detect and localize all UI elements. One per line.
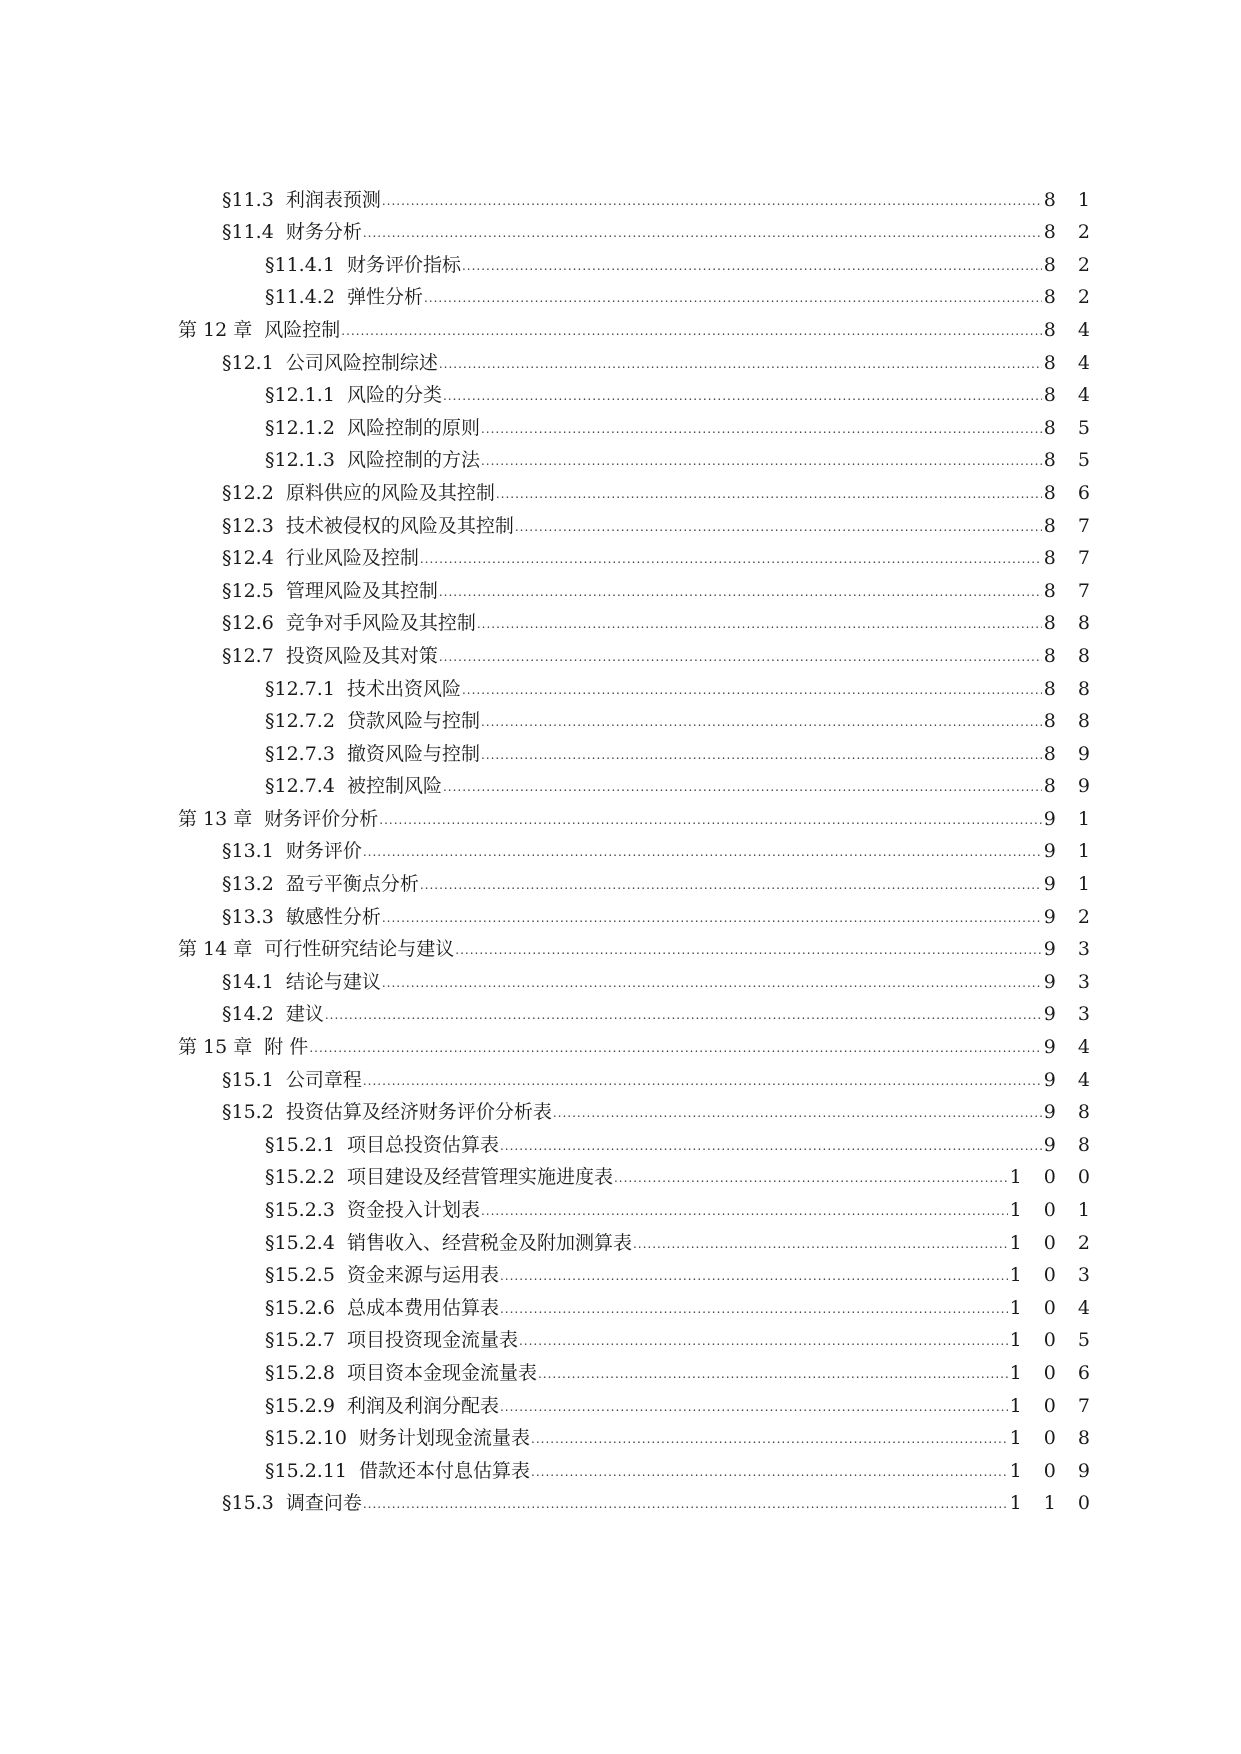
dot-leader	[439, 585, 1042, 599]
toc-entry-number: §13.1	[222, 840, 274, 863]
toc-entry-page-number: 8 4	[1043, 318, 1098, 341]
dot-leader	[500, 1139, 1042, 1153]
toc-entry-number: 第 12 章	[178, 318, 253, 341]
toc-entry-page-number: 1 0 1	[1009, 1199, 1098, 1221]
toc-entry[interactable]	[178, 1417, 1098, 1450]
toc-entry[interactable]	[178, 439, 1098, 472]
toc-entry-number: §12.7.1	[265, 677, 335, 700]
toc-entry-page-number: 8 8	[1043, 644, 1098, 667]
toc-entry-page-number: 1 0 9	[1009, 1459, 1098, 1482]
toc-entry-page-number: 9 1	[1043, 840, 1098, 863]
toc-entry-title: 被控制风险	[346, 775, 442, 798]
toc-entry[interactable]	[178, 308, 1098, 341]
toc-entry-page-number: 9 3	[1043, 970, 1098, 993]
dot-leader	[531, 1432, 1008, 1446]
dot-leader	[424, 291, 1042, 305]
toc-entry-number: §11.4.2	[265, 286, 335, 309]
toc-entry-number: 第 14 章	[178, 938, 253, 961]
toc-entry-number: §12.5	[222, 579, 274, 602]
toc-entry[interactable]	[178, 276, 1098, 309]
toc-entry-page-number: 8 8	[1043, 710, 1098, 733]
toc-entry-page-number: 8 7	[1043, 514, 1098, 537]
dot-leader	[455, 943, 1042, 957]
dot-leader	[500, 1269, 1008, 1283]
toc-entry[interactable]	[178, 667, 1098, 700]
toc-entry[interactable]	[178, 211, 1098, 244]
toc-entry-title: 利润及利润分配表	[346, 1394, 499, 1417]
toc-entry-title: 敏感性分析	[285, 905, 381, 928]
toc-entry-title: 项目总投资估算表	[346, 1133, 499, 1156]
toc-entry-number: §12.7.2	[265, 710, 335, 733]
toc-entry-title: 管理风险及其控制	[285, 579, 438, 602]
toc-entry-title: 调查问卷	[285, 1492, 362, 1515]
dot-leader	[614, 1171, 1008, 1185]
dot-leader	[477, 617, 1042, 631]
toc-entry[interactable]	[178, 341, 1098, 374]
dot-leader	[363, 1497, 1008, 1511]
toc-entry-number: §14.2	[222, 1003, 274, 1026]
toc-entry-page-number: 8 9	[1043, 775, 1098, 798]
toc-entry-page-number: 8 5	[1043, 416, 1098, 439]
toc-entry-number: §15.2.4	[265, 1231, 335, 1254]
toc-entry-page-number: 9 4	[1043, 1068, 1098, 1091]
dot-leader	[481, 715, 1042, 729]
dot-leader	[462, 683, 1042, 697]
toc-entry-number: 第 13 章	[178, 807, 253, 830]
toc-entry-number: §13.2	[222, 873, 274, 896]
toc-entry[interactable]	[178, 1091, 1098, 1124]
toc-entry-page-number: 8 9	[1043, 742, 1098, 765]
toc-entry[interactable]	[178, 1254, 1098, 1287]
toc-entry-title: 总成本费用估算表	[346, 1296, 499, 1319]
toc-entry-number: §15.2.3	[265, 1199, 335, 1221]
toc-entry-page-number: 8 7	[1043, 547, 1098, 570]
toc-entry-number: §11.3	[222, 188, 274, 211]
toc-entry-page-number: 9 3	[1043, 1003, 1098, 1026]
dot-leader	[382, 194, 1042, 208]
toc-entry[interactable]	[178, 243, 1098, 276]
dot-leader	[515, 520, 1042, 534]
toc-entry-title: 竞争对手风险及其控制	[285, 612, 476, 635]
toc-entry[interactable]	[178, 1221, 1098, 1254]
toc-entry-title: 财务计划现金流量表	[359, 1427, 531, 1450]
toc-entry-page-number: 1 0 7	[1009, 1394, 1098, 1417]
toc-entry-title: 撤资风险与控制	[346, 742, 480, 765]
dot-leader	[462, 259, 1042, 273]
toc-entry-page-number: 9 8	[1043, 1133, 1098, 1156]
toc-entry[interactable]	[178, 1058, 1098, 1091]
toc-entry-number: §12.7.3	[265, 742, 335, 765]
toc-entry[interactable]	[178, 602, 1098, 635]
toc-entry-title: 风险控制的原则	[346, 416, 480, 439]
dot-leader	[531, 1465, 1008, 1479]
toc-entry-page-number: 1 1 0	[1009, 1492, 1098, 1515]
toc-entry[interactable]	[178, 993, 1098, 1026]
toc-entry-title: 销售收入、经营税金及附加测算表	[346, 1231, 632, 1254]
toc-entry-number: §15.2.10	[265, 1427, 348, 1450]
toc-entry-page-number: 8 8	[1043, 612, 1098, 635]
toc-entry[interactable]	[178, 797, 1098, 830]
dot-leader	[363, 1074, 1042, 1088]
toc-entry-number: §12.6	[222, 612, 274, 635]
table-of-contents	[178, 178, 1098, 1515]
toc-entry[interactable]	[178, 1351, 1098, 1384]
toc-entry-title: 投资风险及其对策	[285, 644, 438, 667]
toc-entry-page-number: 9 4	[1043, 1036, 1098, 1059]
toc-entry-title: 风险控制	[264, 318, 341, 341]
toc-entry-title: 行业风险及控制	[285, 547, 419, 570]
toc-entry-page-number: 1 0 8	[1009, 1427, 1098, 1450]
toc-entry-number: §15.2.8	[265, 1361, 335, 1384]
toc-entry-title: 公司章程	[285, 1068, 362, 1091]
toc-entry-title: 项目资本金现金流量表	[346, 1361, 537, 1384]
toc-entry-title: 建议	[285, 1003, 324, 1026]
toc-entry-number: §15.2.9	[265, 1394, 335, 1417]
toc-entry-title: 可行性研究结论与建议	[264, 938, 455, 961]
dot-leader	[382, 976, 1042, 990]
dot-leader	[420, 878, 1042, 892]
dot-leader	[481, 454, 1042, 468]
dot-leader	[633, 1237, 1008, 1251]
toc-entry[interactable]	[178, 1025, 1098, 1059]
toc-entry-number: 第 15 章	[178, 1036, 253, 1059]
dot-leader	[420, 552, 1042, 566]
toc-entry[interactable]	[178, 504, 1098, 537]
toc-entry-title: 弹性分析	[346, 286, 423, 309]
toc-entry-number: §15.2	[222, 1101, 274, 1124]
toc-entry-page-number: 9 3	[1043, 938, 1098, 961]
dot-leader	[481, 1204, 1008, 1218]
toc-entry-title: 投资估算及经济财务评价分析表	[285, 1101, 552, 1124]
toc-entry-title: 盈亏平衡点分析	[285, 873, 419, 896]
toc-entry-title: 财务评价	[285, 840, 362, 863]
toc-entry[interactable]	[178, 471, 1098, 504]
toc-entry-number: §15.2.6	[265, 1296, 335, 1319]
toc-entry-title: 财务评价分析	[264, 807, 379, 830]
toc-entry-title: 附 件	[264, 1036, 309, 1059]
dot-leader	[500, 1400, 1008, 1414]
toc-entry-title: 结论与建议	[285, 970, 381, 993]
toc-entry-page-number: 1 0 5	[1009, 1329, 1098, 1352]
toc-entry-page-number: 8 1	[1043, 188, 1098, 211]
toc-entry-title: 项目投资现金流量表	[346, 1329, 518, 1352]
dot-leader	[481, 422, 1042, 436]
dot-leader	[341, 324, 1042, 338]
toc-entry-number: §12.1.3	[265, 449, 335, 472]
toc-entry-page-number: 8 4	[1043, 351, 1098, 374]
toc-entry-number: §15.3	[222, 1492, 274, 1515]
dot-leader	[325, 1008, 1042, 1022]
toc-entry-number: §15.2.7	[265, 1329, 335, 1352]
toc-entry[interactable]	[178, 1384, 1098, 1417]
dot-leader	[379, 813, 1042, 827]
toc-entry-number: §13.3	[222, 905, 274, 928]
toc-entry-number: §15.2.1	[265, 1133, 335, 1156]
dot-leader	[496, 487, 1042, 501]
dot-leader	[553, 1106, 1042, 1120]
toc-entry-page-number: 1 0 0	[1009, 1166, 1098, 1189]
toc-entry-page-number: 8 4	[1043, 384, 1098, 407]
toc-entry-title: 项目建设及经营管理实施进度表	[346, 1166, 613, 1189]
toc-entry-title: 风险的分类	[346, 384, 442, 407]
dot-leader	[363, 845, 1042, 859]
dot-leader	[439, 650, 1042, 664]
toc-entry-number: §15.2.11	[265, 1459, 348, 1482]
dot-leader	[481, 748, 1042, 762]
toc-entry[interactable]	[178, 1449, 1098, 1482]
dot-leader	[500, 1302, 1008, 1316]
toc-entry-title: 公司风险控制综述	[285, 351, 438, 374]
toc-entry-page-number: 9 8	[1043, 1101, 1098, 1124]
toc-entry-title: 利润表预测	[285, 188, 381, 211]
toc-entry-number: §14.1	[222, 970, 274, 993]
toc-entry-title: 贷款风险与控制	[346, 710, 480, 733]
toc-entry[interactable]	[178, 765, 1098, 798]
dot-leader	[443, 389, 1042, 403]
toc-entry[interactable]	[178, 1123, 1098, 1156]
dot-leader	[309, 1041, 1041, 1055]
toc-entry-page-number: 1 0 2	[1009, 1231, 1098, 1254]
toc-entry-number: §11.4	[222, 221, 274, 244]
toc-entry-number: §12.7.4	[265, 775, 335, 798]
dot-leader	[439, 357, 1042, 371]
toc-entry-page-number: 8 6	[1043, 481, 1098, 504]
toc-entry[interactable]	[178, 374, 1098, 407]
toc-entry[interactable]	[178, 830, 1098, 863]
toc-entry-title: 财务分析	[285, 221, 362, 244]
toc-entry-number: §12.7	[222, 644, 274, 667]
toc-entry[interactable]	[178, 178, 1098, 211]
toc-entry[interactable]	[178, 569, 1098, 602]
toc-entry-title: 借款还本付息估算表	[359, 1459, 531, 1482]
toc-entry[interactable]	[178, 537, 1098, 570]
dot-leader	[519, 1334, 1008, 1348]
toc-entry-title: 原料供应的风险及其控制	[285, 481, 495, 504]
toc-entry[interactable]	[178, 960, 1098, 993]
toc-entry-number: §12.1.1	[265, 384, 335, 407]
toc-entry[interactable]	[178, 928, 1098, 961]
toc-entry-number: §15.2.5	[265, 1264, 335, 1287]
toc-entry-page-number: 9 1	[1043, 807, 1098, 830]
toc-entry-page-number: 9 2	[1043, 905, 1098, 928]
toc-entry[interactable]	[178, 406, 1098, 439]
toc-entry-page-number: 8 2	[1043, 221, 1098, 244]
toc-entry-number: §15.2.2	[265, 1166, 335, 1189]
toc-entry-title: 财务评价指标	[346, 253, 461, 276]
toc-entry-number: §12.4	[222, 547, 274, 570]
toc-entry-title: 技术出资风险	[346, 677, 461, 700]
toc-entry[interactable]	[178, 700, 1098, 733]
toc-entry-number: §12.3	[222, 514, 274, 537]
toc-entry-page-number: 9 1	[1043, 873, 1098, 896]
toc-entry-title: 资金投入计划表	[346, 1199, 480, 1221]
toc-entry-number: §12.1.2	[265, 416, 335, 439]
toc-entry[interactable]	[178, 1482, 1098, 1515]
toc-entry-page-number: 8 2	[1043, 286, 1098, 309]
dot-leader	[538, 1367, 1008, 1381]
toc-entry[interactable]	[178, 1319, 1098, 1352]
toc-entry[interactable]	[178, 732, 1098, 765]
toc-entry-number: §12.2	[222, 481, 274, 504]
toc-entry-title: 资金来源与运用表	[346, 1264, 499, 1287]
toc-entry[interactable]	[178, 1156, 1098, 1189]
toc-entry[interactable]	[178, 895, 1098, 928]
toc-entry-title: 技术被侵权的风险及其控制	[285, 514, 514, 537]
toc-entry-page-number: 1 0 6	[1009, 1361, 1098, 1384]
toc-entry[interactable]	[178, 1188, 1098, 1221]
toc-entry-page-number: 8 7	[1043, 579, 1098, 602]
toc-entry-title: 风险控制的方法	[346, 449, 480, 472]
toc-entry-page-number: 8 2	[1043, 253, 1098, 276]
toc-entry-number: §12.1	[222, 351, 274, 374]
dot-leader	[443, 780, 1042, 794]
toc-entry-page-number: 8 8	[1043, 677, 1098, 700]
dot-leader	[382, 911, 1042, 925]
toc-entry[interactable]	[178, 1286, 1098, 1319]
toc-entry-page-number: 8 5	[1043, 449, 1098, 472]
toc-entry-page-number: 1 0 4	[1009, 1296, 1098, 1319]
toc-entry[interactable]	[178, 862, 1098, 896]
toc-entry-number: §11.4.1	[265, 253, 335, 276]
toc-entry-number: §15.1	[222, 1068, 274, 1091]
dot-leader	[363, 226, 1042, 240]
toc-entry-page-number: 1 0 3	[1009, 1264, 1098, 1287]
toc-entry[interactable]	[178, 634, 1098, 667]
